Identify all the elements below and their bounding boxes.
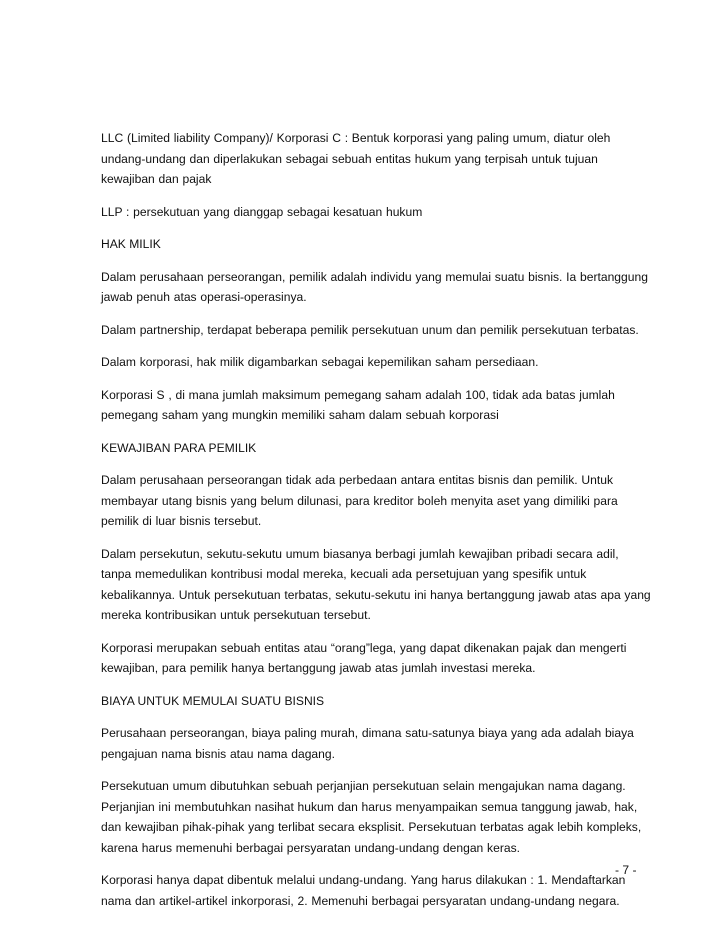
paragraph <box>101 202 649 223</box>
paragraph-line: kebalikannya. Untuk persekutuan terbatas, sekutu-sekutu ini hanya bertanggung jawab atas apa yang <box>101 587 651 602</box>
paragraph-line: karena harus memenuhi berbagai persyaratan undang-undang dengan keras. <box>101 840 520 855</box>
paragraph <box>101 544 649 626</box>
paragraph-line: undang-undang dan diperlakukan sebagai sebuah entitas hukum yang terpisah untuk tujuan <box>101 151 598 166</box>
paragraph-line: membayar utang bisnis yang belum dilunasi, para kreditor boleh menyita aset yang dimiliki para <box>101 493 618 508</box>
paragraph-line: dan kewajiban pihak-pihak yang terlibat secara eksplisit. Persekutuan terbatas agak lebih kompleks, <box>101 820 642 834</box>
paragraph-line: Persekutuan umum dibutuhkan sebuah perjanjian persekutuan selain mengajukan nama dagang. <box>101 779 626 793</box>
paragraph <box>101 723 649 764</box>
document-body <box>101 128 649 923</box>
paragraph-line: nama dan artikel-artikel inkorporasi, 2. Memenuhi berbagai persyaratan undang-undang negara. <box>101 893 620 908</box>
paragraph <box>101 352 649 373</box>
paragraph-line: mereka kontribusikan untuk persekutuan tersebut. <box>101 608 371 622</box>
section-heading: BIAYA UNTUK MEMULAI SUATU BISNIS <box>101 693 325 708</box>
paragraph <box>101 638 649 679</box>
paragraph-line: kewajiban dan pajak <box>101 172 212 186</box>
page-number: - 7 - <box>615 863 637 877</box>
paragraph-line: pengajuan nama bisnis atau nama dagang. <box>101 746 335 761</box>
paragraph <box>101 320 649 341</box>
paragraph-line: Perjanjian ini membutuhkan nasihat hukum dan harus menyampaikan semua tanggung jawab, hak, <box>101 799 638 814</box>
paragraph-line: Dalam korporasi, hak milik digambarkan sebagai kepemilikan saham persediaan. <box>101 355 539 369</box>
paragraph <box>101 385 649 426</box>
paragraph-line: Perusahaan perseorangan, biaya paling murah, dimana satu-satunya biaya yang ada adalah biaya <box>101 726 634 740</box>
paragraph <box>101 870 649 911</box>
paragraph-line: pemilik di luar bisnis tersebut. <box>101 514 262 528</box>
paragraph <box>101 470 649 532</box>
paragraph-line: jawab penuh atas operasi-operasinya. <box>101 290 307 304</box>
paragraph-line: pemegang saham yang mungkin memiliki saham dalam sebuah korporasi <box>101 408 499 422</box>
paragraph-line: Dalam perusahaan perseorangan tidak ada perbedaan antara entitas bisnis dan pemilik. Untuk <box>101 473 613 487</box>
paragraph-line: Korporasi hanya dapat dibentuk melalui undang-undang. Yang harus dilakukan : 1. Mendaftarkan <box>101 873 626 887</box>
paragraph <box>101 128 649 190</box>
paragraph <box>101 776 649 858</box>
paragraph-line: Korporasi S , di mana jumlah maksimum pemegang saham adalah 100, tidak ada batas jumlah <box>101 387 615 402</box>
section-heading: KEWAJIBAN PARA PEMILIK <box>101 440 257 455</box>
paragraph <box>101 267 649 308</box>
paragraph-line: tanpa memedulikan kontribusi modal mereka, kecuali ada persetujuan yang spesifik untuk <box>101 567 587 581</box>
paragraph-line: LLP : persekutuan yang dianggap sebagai kesatuan hukum <box>101 204 423 219</box>
paragraph-line: Korporasi merupakan sebuah entitas atau “orang”lega, yang dapat dikenakan pajak dan mengerti <box>101 640 627 655</box>
paragraph-line: Dalam persekutun, sekutu-sekutu umum biasanya berbagi jumlah kewajiban pribadi secara adil, <box>101 546 619 561</box>
paragraph-line: Dalam perusahaan perseorangan, pemilik adalah individu yang memulai suatu bisnis. Ia bertanggung <box>101 269 648 284</box>
paragraph-line: LLC (Limited liability Company)/ Korporasi C : Bentuk korporasi yang paling umum, diatur oleh <box>101 131 611 145</box>
paragraph-line: kewajiban, para pemilik hanya bertanggung jawab atas jumlah investasi mereka. <box>101 661 536 675</box>
section-heading: HAK MILIK <box>101 237 161 251</box>
paragraph-line: Dalam partnership, terdapat beberapa pemilik persekutuan unum dan pemilik persekutuan terbatas. <box>101 322 639 337</box>
